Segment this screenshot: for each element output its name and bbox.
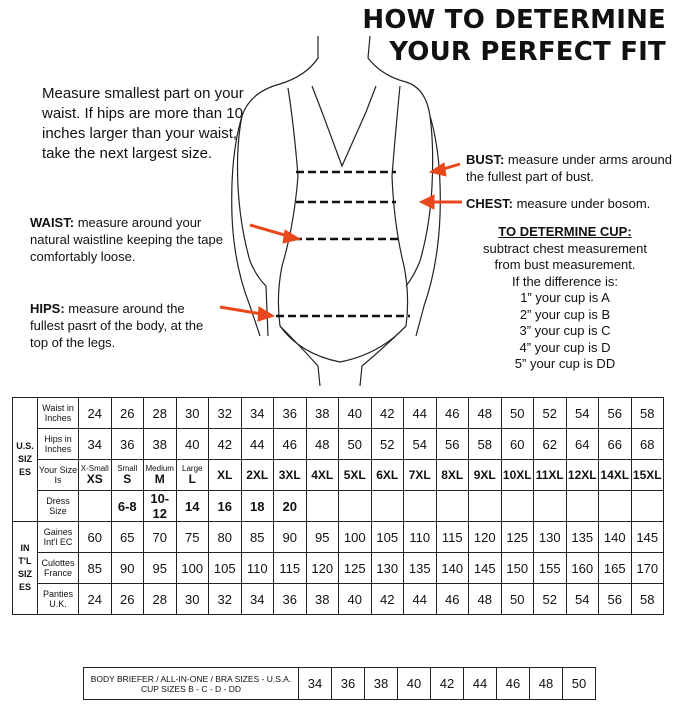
size-cell: 50 — [339, 429, 372, 460]
size-cell: 46 — [436, 584, 469, 615]
cup-line-d: 4” your cup is D — [519, 339, 611, 355]
size-cell — [501, 491, 534, 522]
size-cell — [176, 460, 209, 491]
size-code: 3XL — [278, 467, 301, 482]
size-cell: 34 — [79, 429, 112, 460]
size-cell: 42 — [371, 584, 404, 615]
bra-size-cell: 40 — [398, 668, 431, 700]
size-row-your-size — [13, 460, 664, 491]
cup-intro-1: subtract chest measurement — [482, 240, 648, 256]
size-code: 9XL — [473, 467, 496, 482]
size-cell: 165 — [599, 553, 632, 584]
bra-size-cell: 36 — [332, 668, 365, 700]
size-cell: 44 — [404, 584, 437, 615]
size-cell: 28 — [144, 398, 177, 429]
size-cell: 105 — [371, 522, 404, 553]
size-cell: 50 — [501, 398, 534, 429]
size-cell: 75 — [176, 522, 209, 553]
size-cell: 48 — [469, 584, 502, 615]
size-cell — [469, 491, 502, 522]
bra-size-cell: 38 — [365, 668, 398, 700]
size-cell: 100 — [339, 522, 372, 553]
row-label-hips: Hips in Inches — [38, 429, 79, 460]
cup-instructions — [460, 224, 670, 373]
size-cell: 56 — [599, 584, 632, 615]
cup-line-b: 2” your cup is B — [519, 306, 611, 322]
size-cell — [371, 460, 404, 491]
size-cell: 65 — [111, 522, 144, 553]
size-cell: 46 — [436, 398, 469, 429]
size-cell: 120 — [306, 553, 339, 584]
size-cell — [599, 460, 632, 491]
size-cell: 38 — [306, 584, 339, 615]
size-cell — [306, 460, 339, 491]
row-label-your-size: Your Size Is — [38, 460, 79, 491]
size-code: 7XL — [408, 467, 431, 482]
size-cell: 44 — [241, 429, 274, 460]
size-cell: 135 — [404, 553, 437, 584]
hips-arrow — [220, 307, 262, 314]
row-label-waist: Waist in Inches — [38, 398, 79, 429]
size-cell: 58 — [631, 398, 664, 429]
bra-size-cell: 44 — [464, 668, 497, 700]
size-cell: 150 — [501, 553, 534, 584]
size-cell: 68 — [631, 429, 664, 460]
size-cell — [339, 460, 372, 491]
size-cell — [404, 491, 437, 522]
size-cell: 105 — [209, 553, 242, 584]
size-cell: 66 — [599, 429, 632, 460]
size-cell — [79, 491, 112, 522]
size-cell: 38 — [144, 429, 177, 460]
size-cell: 145 — [631, 522, 664, 553]
row-label-panties: Panties U.K. — [38, 584, 79, 615]
size-cell — [306, 491, 339, 522]
waist-note — [30, 214, 240, 265]
size-code: 10XL — [502, 467, 532, 482]
side-label-intl: INT'L SIZES — [13, 522, 38, 615]
size-cell: 24 — [79, 398, 112, 429]
size-cell: 60 — [79, 522, 112, 553]
size-cell: 170 — [631, 553, 664, 584]
size-cell: 34 — [241, 584, 274, 615]
size-cell — [404, 460, 437, 491]
size-cell: 20 — [274, 491, 307, 522]
size-cell: 30 — [176, 398, 209, 429]
size-cell — [274, 460, 307, 491]
row-label-dress: Dress Size — [38, 491, 79, 522]
size-cell: 54 — [404, 429, 437, 460]
size-cell: 115 — [274, 553, 307, 584]
size-name-top: Small — [117, 464, 138, 473]
hips-note — [30, 300, 220, 351]
size-cell: 90 — [111, 553, 144, 584]
size-cell: 16 — [209, 491, 242, 522]
size-cell: 64 — [566, 429, 599, 460]
cup-intro-3: If the difference is: — [512, 273, 618, 289]
size-code: 2XL — [246, 467, 269, 482]
chest-note — [466, 195, 676, 212]
side-label-us: U.S. SIZES — [13, 398, 38, 522]
size-cell: 28 — [144, 584, 177, 615]
size-code: 12XL — [567, 467, 597, 482]
size-cell: 85 — [241, 522, 274, 553]
size-cell: 34 — [241, 398, 274, 429]
cup-line-dd: 5” your cup is DD — [514, 356, 616, 371]
size-cell: 70 — [144, 522, 177, 553]
size-code: 11XL — [535, 467, 564, 482]
title-line-1: HOW TO DETERMINE — [362, 5, 666, 35]
size-cell: 38 — [306, 398, 339, 429]
size-cell: 42 — [371, 398, 404, 429]
size-cell: 54 — [566, 584, 599, 615]
size-cell: 18 — [241, 491, 274, 522]
size-cell: 32 — [209, 584, 242, 615]
size-row-waist — [13, 398, 664, 429]
size-cell: 95 — [306, 522, 339, 553]
size-cell — [469, 460, 502, 491]
size-cell: 44 — [404, 398, 437, 429]
size-cell: 40 — [339, 584, 372, 615]
size-cell: 52 — [534, 584, 567, 615]
waist-arrow — [250, 225, 288, 236]
size-name-top: Medium — [145, 464, 174, 473]
size-cell — [599, 491, 632, 522]
bra-label-line-1: BODY BRIEFER / ALL-IN-ONE / BRA SIZES - U.S.A. — [90, 673, 292, 684]
size-cell: 80 — [209, 522, 242, 553]
size-cell: 36 — [274, 398, 307, 429]
size-cell — [371, 491, 404, 522]
size-cell: 58 — [469, 429, 502, 460]
size-cell: 26 — [111, 584, 144, 615]
size-row-gaines — [13, 522, 664, 553]
size-cell — [209, 460, 242, 491]
size-name-top: Large — [182, 464, 203, 473]
size-cell: 50 — [501, 584, 534, 615]
size-cell: 100 — [176, 553, 209, 584]
size-code: 14XL — [600, 467, 630, 482]
size-row-dress — [13, 491, 664, 522]
size-cell: 48 — [469, 398, 502, 429]
size-cell — [144, 460, 177, 491]
size-cell: 130 — [371, 553, 404, 584]
bra-size-cell: 42 — [431, 668, 464, 700]
chest-label: CHEST: — [466, 196, 513, 211]
size-cell: 24 — [79, 584, 112, 615]
size-cell: 14 — [176, 491, 209, 522]
size-cell: 125 — [339, 553, 372, 584]
size-cell — [111, 460, 144, 491]
size-cell: 145 — [469, 553, 502, 584]
size-cell: 155 — [534, 553, 567, 584]
size-cell: 60 — [501, 429, 534, 460]
size-cell — [79, 460, 112, 491]
cup-title: TO DETERMINE CUP: — [498, 224, 632, 239]
title-line-2: YOUR PERFECT FIT — [389, 37, 666, 67]
bust-label: BUST: — [466, 152, 505, 167]
size-cell: 40 — [339, 398, 372, 429]
bra-label-line-2: CUP SIZES B - C - D - DD — [141, 683, 241, 694]
size-row-panties — [13, 584, 664, 615]
size-cell: 160 — [566, 553, 599, 584]
size-cell — [631, 491, 664, 522]
row-label-gaines: Gaines Int'l EC — [38, 522, 79, 553]
waist-size-note: Measure smallest part on your waist. If hips are more than 10 inches larger than your waist, take the next largest size. — [42, 85, 244, 162]
bust-note — [466, 151, 676, 185]
chest-text: measure under bosom. — [516, 196, 651, 211]
size-cell: 10-12 — [144, 491, 177, 522]
size-cell: 56 — [599, 398, 632, 429]
size-cell: 48 — [306, 429, 339, 460]
size-cell: 6-8 — [111, 491, 144, 522]
bra-size-cell: 48 — [530, 668, 563, 700]
size-cell: 32 — [209, 398, 242, 429]
size-chart-table — [12, 397, 664, 615]
cup-line-a: 1” your cup is A — [520, 290, 610, 305]
size-code: S — [123, 472, 132, 486]
size-cell: 36 — [274, 584, 307, 615]
cup-line-c: 3” your cup is C — [519, 323, 611, 338]
size-cell: 52 — [371, 429, 404, 460]
size-name-top: X-Small — [80, 464, 109, 473]
waist-text: measure around your natural waistline keeping the tape comfortably loose. — [30, 215, 223, 264]
size-cell — [436, 460, 469, 491]
size-code: 6XL — [376, 467, 399, 482]
size-code: XS — [86, 472, 103, 486]
size-cell: 135 — [566, 522, 599, 553]
size-code: XL — [217, 467, 233, 482]
size-cell: 110 — [241, 553, 274, 584]
size-cell: 26 — [111, 398, 144, 429]
bra-size-label — [84, 668, 299, 700]
size-cell: 40 — [176, 429, 209, 460]
size-cell: 110 — [404, 522, 437, 553]
size-cell: 62 — [534, 429, 567, 460]
size-cell — [501, 460, 534, 491]
bra-size-cell: 46 — [497, 668, 530, 700]
size-row-hips — [13, 429, 664, 460]
size-cell: 120 — [469, 522, 502, 553]
size-cell: 56 — [436, 429, 469, 460]
bra-size-table — [83, 667, 596, 700]
bra-size-cell: 50 — [563, 668, 596, 700]
size-code: 4XL — [311, 467, 334, 482]
size-cell: 36 — [111, 429, 144, 460]
size-code: 5XL — [343, 467, 366, 482]
size-cell: 125 — [501, 522, 534, 553]
size-cell — [631, 460, 664, 491]
size-cell: 30 — [176, 584, 209, 615]
size-cell: 52 — [534, 398, 567, 429]
size-cell — [566, 491, 599, 522]
cup-intro-2: from bust measurement. — [494, 257, 636, 272]
size-cell: 130 — [534, 522, 567, 553]
bust-text: measure under arms around the fullest part of bust. — [466, 152, 672, 184]
waist-label: WAIST: — [30, 215, 75, 230]
size-cell: 46 — [274, 429, 307, 460]
size-cell: 85 — [79, 553, 112, 584]
size-cell: 58 — [631, 584, 664, 615]
size-code: L — [188, 472, 196, 486]
bra-size-cell: 34 — [299, 668, 332, 700]
size-code: 8XL — [441, 467, 464, 482]
size-cell: 115 — [436, 522, 469, 553]
size-cell — [436, 491, 469, 522]
size-cell — [339, 491, 372, 522]
hips-text: measure around the fullest pasrt of the body, at the top of the legs. — [30, 301, 204, 350]
size-cell: 140 — [599, 522, 632, 553]
size-cell: 95 — [144, 553, 177, 584]
size-cell — [534, 491, 567, 522]
size-cell: 54 — [566, 398, 599, 429]
size-cell — [534, 460, 567, 491]
size-cell: 42 — [209, 429, 242, 460]
size-cell: 90 — [274, 522, 307, 553]
row-label-culottes: Culottes France — [38, 553, 79, 584]
size-row-culottes — [13, 553, 664, 584]
size-cell — [241, 460, 274, 491]
size-cell — [566, 460, 599, 491]
size-code: 15XL — [632, 467, 662, 482]
size-cell: 140 — [436, 553, 469, 584]
hips-label: HIPS: — [30, 301, 65, 316]
size-code: M — [154, 472, 165, 486]
bra-size-row — [84, 668, 596, 700]
